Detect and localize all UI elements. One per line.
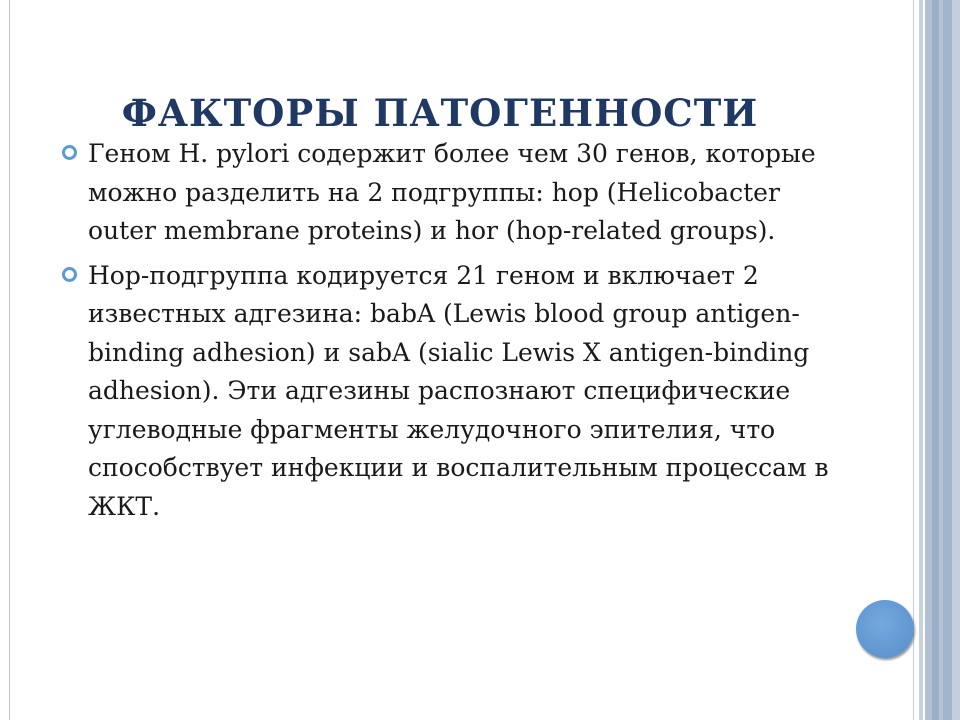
bullet-text: Геном H. pylori содержит более чем 30 генов, которые можно разделить на 2 подгруппы: hop (Helicobacter outer membrane proteins) и hor (hop-related groups). bbox=[88, 139, 816, 245]
bullet-item bbox=[62, 257, 852, 527]
decorative-stripe bbox=[925, 0, 932, 720]
circle-nav-button[interactable] bbox=[856, 600, 914, 658]
hollow-circle-bullet-icon bbox=[62, 267, 77, 282]
decorative-stripe bbox=[932, 0, 939, 720]
bullet-text: Hop-подгруппа кодируется 21 геном и включает 2 известных адгезина: babA (Lewis blood group antigen-binding adhesion) и sabA (sialic Lewis X antigen-binding adhesion). Эти адгезины распознают специфические углеводные фрагменты желудочного эпителия, что способствует инфекции и воспалительным процессам в ЖКТ. bbox=[88, 260, 829, 521]
decorative-stripe bbox=[943, 0, 952, 720]
decorative-stripe bbox=[919, 0, 923, 720]
decorative-stripe bbox=[913, 0, 914, 720]
slide-title: ФАКТОРЫ ПАТОГЕННОСТИ bbox=[121, 90, 759, 135]
bullet-list bbox=[62, 135, 852, 532]
hollow-circle-bullet-icon bbox=[62, 145, 77, 160]
bullet-item bbox=[62, 135, 852, 251]
decorative-stripe bbox=[952, 0, 960, 720]
